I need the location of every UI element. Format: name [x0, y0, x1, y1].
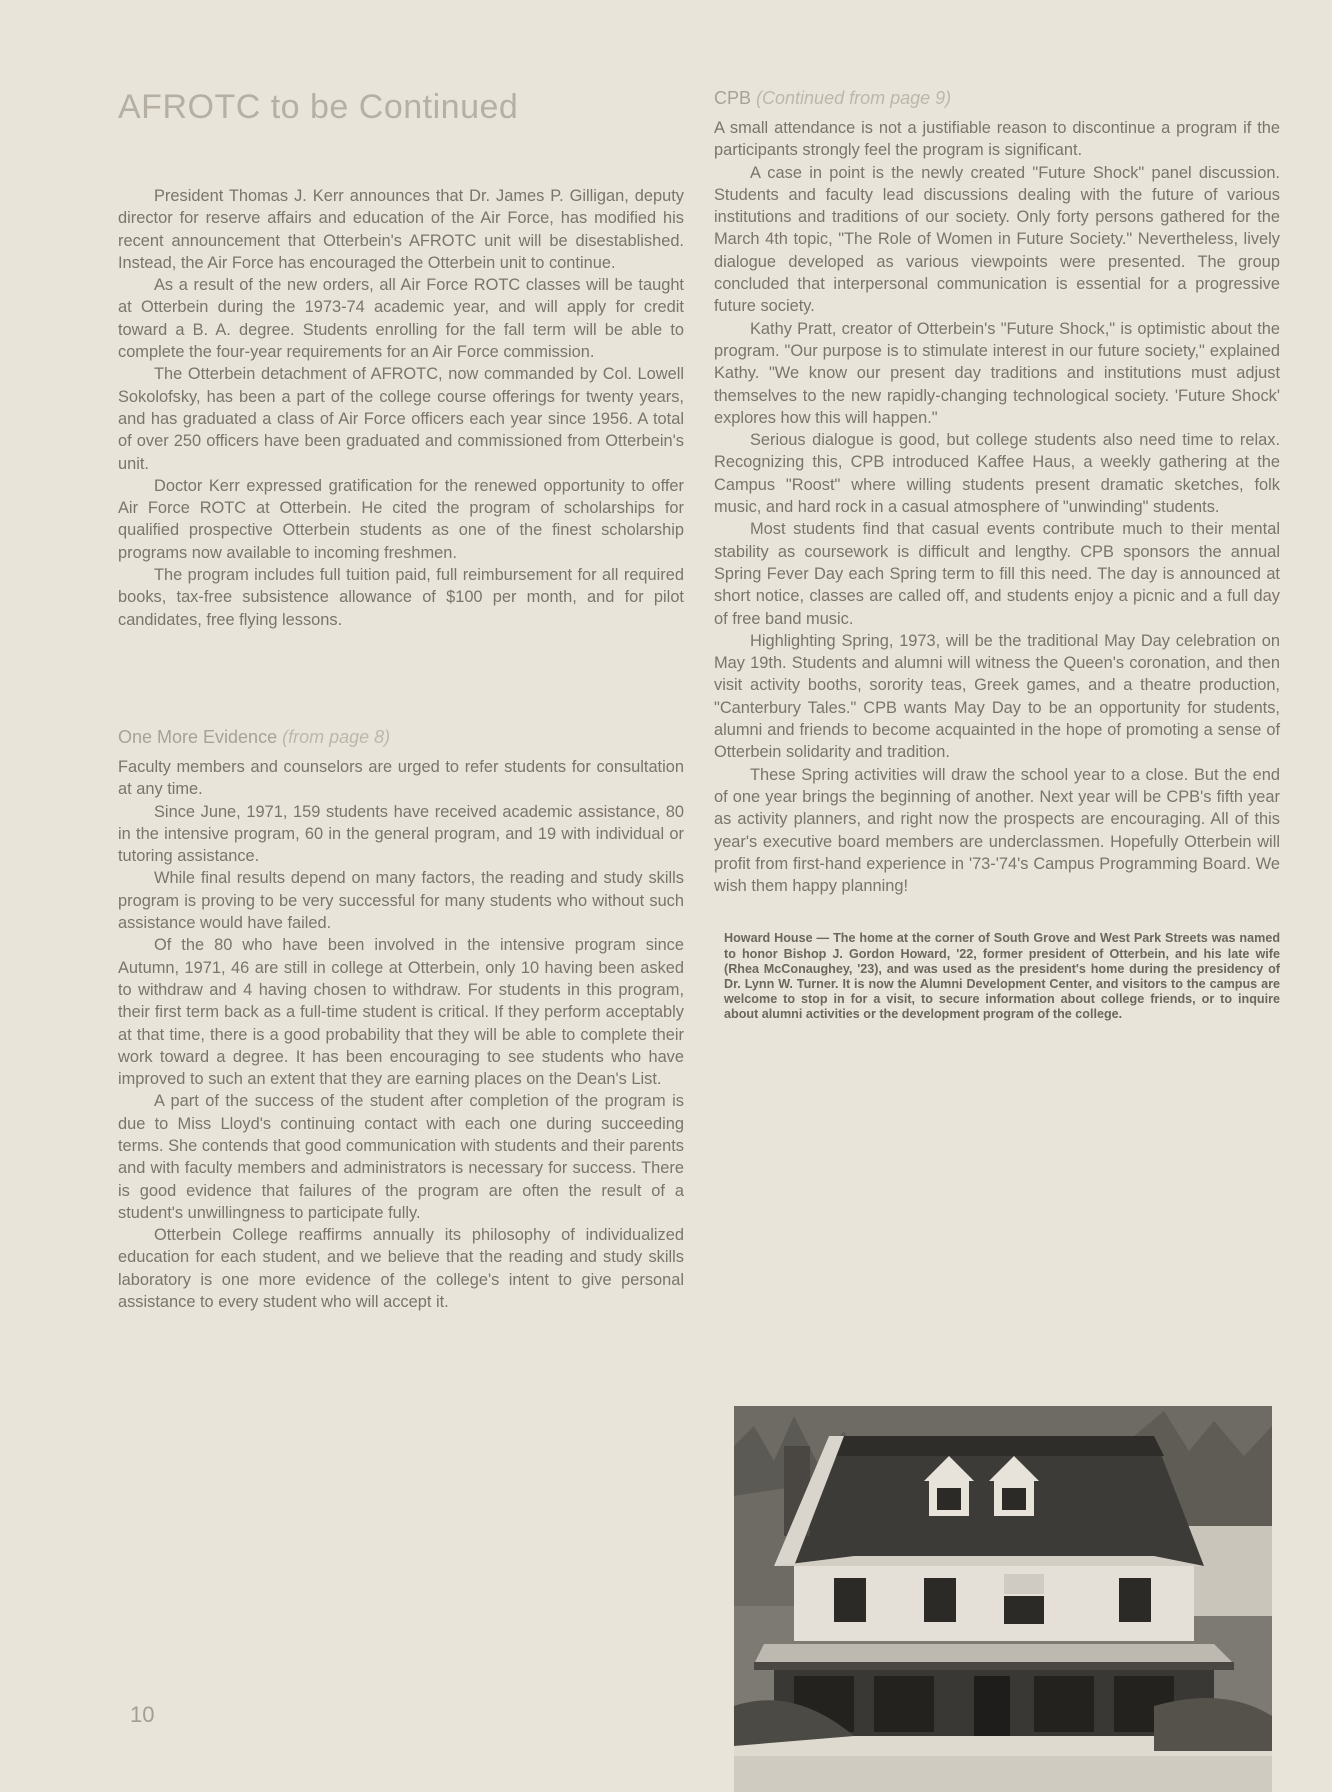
page-number: 10	[130, 1702, 155, 1727]
evidence-paragraph: Otterbein College reaffirms annually its philosophy of individualized education for each student, and we believe that the reading and study skills laboratory is one more evidence of the college's intent to give personal assistance to every student who will accept it.	[118, 1226, 684, 1312]
section-spacer	[118, 631, 684, 727]
afrotc-paragraph: As a result of the new orders, all Air Force ROTC classes will be taught at Otterbein during the 1973-74 academic year, and will apply for credit toward a B. A. degree. Students enrolling for the fall term will be able to complete the four-year requirements for an Air Force commission.	[118, 276, 684, 362]
evidence-paragraph: While final results depend on many factors, the reading and study skills program is proving to be very successful for many students who without such assistance would have failed.	[118, 869, 684, 933]
cpb-continued-note: (Continued from page 9)	[756, 88, 952, 108]
afrotc-article	[118, 185, 684, 631]
evidence-paragraph: Of the 80 who have been involved in the intensive program since Autumn, 1971, 46 are still in college at Otterbein, only 10 having been asked to withdraw and 4 having chosen to withdraw. For students in this program, their first term back as a full-time student is critical. If they perform acceptably at that time, there is a good probability that they will be able to complete their work toward a degree. It has been encouraging to see students who have improved to such an extent that they are earning places on the Dean's List.	[118, 936, 684, 1089]
afrotc-headline: AFROTC to be Continued	[118, 88, 519, 126]
evidence-headline	[118, 727, 684, 748]
cpb-paragraph: Kathy Pratt, creator of Otterbein's "Future Shock," is optimistic about the program. "Our purpose is to stimulate interest in our future society," explained Kathy. "We know our present day traditions and institutions must adjust themselves to the new rapidly-changing technological society. 'Future Shock' explores how this will happen."	[714, 319, 1280, 427]
evidence-paragraph: A part of the success of the student after completion of the program is due to Miss Lloyd's continuing contact with each one during succeeding terms. She contends that good communication with students and their parents and with faculty members and administrators is necessary for success. There is good evidence that failures of the program are often the result of a student's unwillingness to participate fully.	[118, 1092, 684, 1222]
afrotc-paragraph: President Thomas J. Kerr announces that Dr. James P. Gilligan, deputy director for reserve affairs and education of the Air Force, has modified his recent announcement that Otterbein's AFROTC unit will be disestablished. Instead, the Air Force has encouraged the Otterbein unit to continue.	[118, 187, 684, 272]
right-column	[714, 88, 1280, 1023]
afrotc-paragraph: The program includes full tuition paid, full reimbursement for all required books, tax-free subsistence allowance of $100 per month, and for pilot candidates, free flying lessons.	[118, 566, 684, 629]
cpb-paragraph: Most students find that casual events contribute much to their mental stability as coursework is difficult and lengthy. CPB sponsors the annual Spring Fever Day each Spring term to fill this need. The day is announced at short notice, classes are called off, and students enjoy a picnic and a full day of free band music.	[714, 520, 1280, 628]
cpb-headline	[714, 88, 1280, 109]
afrotc-paragraph: The Otterbein detachment of AFROTC, now commanded by Col. Lowell Sokolofsky, has been a part of the college course offerings for twenty years, and has graduated a class of Air Force officers each year since 1956. A total of over 250 officers have been graduated and commissioned from Otterbein's unit.	[118, 365, 684, 473]
howard-house-photo	[734, 1406, 1272, 1792]
left-column	[118, 88, 684, 1313]
caption-label: Howard House	[724, 931, 813, 946]
evidence-continued-note: (from page 8)	[282, 726, 391, 747]
cpb-paragraph: These Spring activities will draw the school year to a close. But the end of one year brings the beginning of another. Next year will be CPB's fifth year as activity planners, and right now the prospects are encouraging. All of this year's executive board members are underclassmen. Hopefully Otterbein will profit from first-hand experience in '73-'74's Campus Programming Board. We wish them happy planning!	[714, 765, 1280, 896]
cpb-article	[714, 117, 1280, 897]
cpb-paragraph: A case in point is the newly created "Future Shock" panel discussion. Students and faculty lead discussions dealing with the future of various institutions and traditions of our society. Only forty persons gathered for the March 4th topic, "The Role of Women in Future Society." Nevertheless, lively dialogue developed as various viewpoints were presented. The group concluded that interpersonal communication is essential for a progressive future society.	[714, 163, 1280, 316]
evidence-paragraph: Faculty members and counselors are urged to refer students for consultation at any time.	[118, 757, 684, 799]
afrotc-paragraph: Doctor Kerr expressed gratification for the renewed opportunity to offer Air Force ROTC at Otterbein. He cited the program of scholarships for qualified prospective Otterbein students as one of the finest scholarship programs now available to incoming freshmen.	[118, 476, 684, 562]
house-illustration	[734, 1406, 1272, 1792]
evidence-article	[118, 756, 684, 1313]
cpb-title: CPB	[714, 88, 752, 108]
cpb-paragraph: A small attendance is not a justifiable reason to discontinue a program if the participants strongly feel the program is significant.	[714, 119, 1280, 160]
evidence-title: One More Evidence	[118, 726, 278, 747]
cpb-paragraph: Serious dialogue is good, but college students also need time to relax. Recognizing this, CPB introduced Kaffee Haus, a weekly gathering at the Campus "Roost" where willing students present dramatic sketches, folk music, and hard rock in a casual atmosphere of "unwinding" students.	[714, 431, 1280, 517]
evidence-paragraph: Since June, 1971, 159 students have received academic assistance, 80 in the intensive program, 60 in the general program, and 19 with individual or tutoring assistance.	[118, 802, 684, 866]
cpb-paragraph: Highlighting Spring, 1973, will be the traditional May Day celebration on May 19th. Students and alumni will witness the Queen's coronation, and then visit activity booths, sorority teas, Greek games, and a theatre production, "Canterbury Tales." CPB wants May Day to be an opportunity for students, alumni and friends to become acquainted in the hope of promoting a sense of Otterbein solidarity and tradition.	[714, 631, 1280, 762]
photo-caption	[724, 931, 1280, 1022]
caption-text: — The home at the corner of South Grove and West Park Streets was named to honor Bishop J. Gordon Howard, '22, former president of Otterbein, and his late wife (Rhea McConaughey, '23), and was used as the president's home during the presidency of Dr. Lynn W. Turner. It is now the Alumni Development Center, and visitors to the campus are welcome to stop in for a visit, to secure information about college friends, or to inquire about alumni activities or the development program of the college.	[724, 931, 1281, 1022]
